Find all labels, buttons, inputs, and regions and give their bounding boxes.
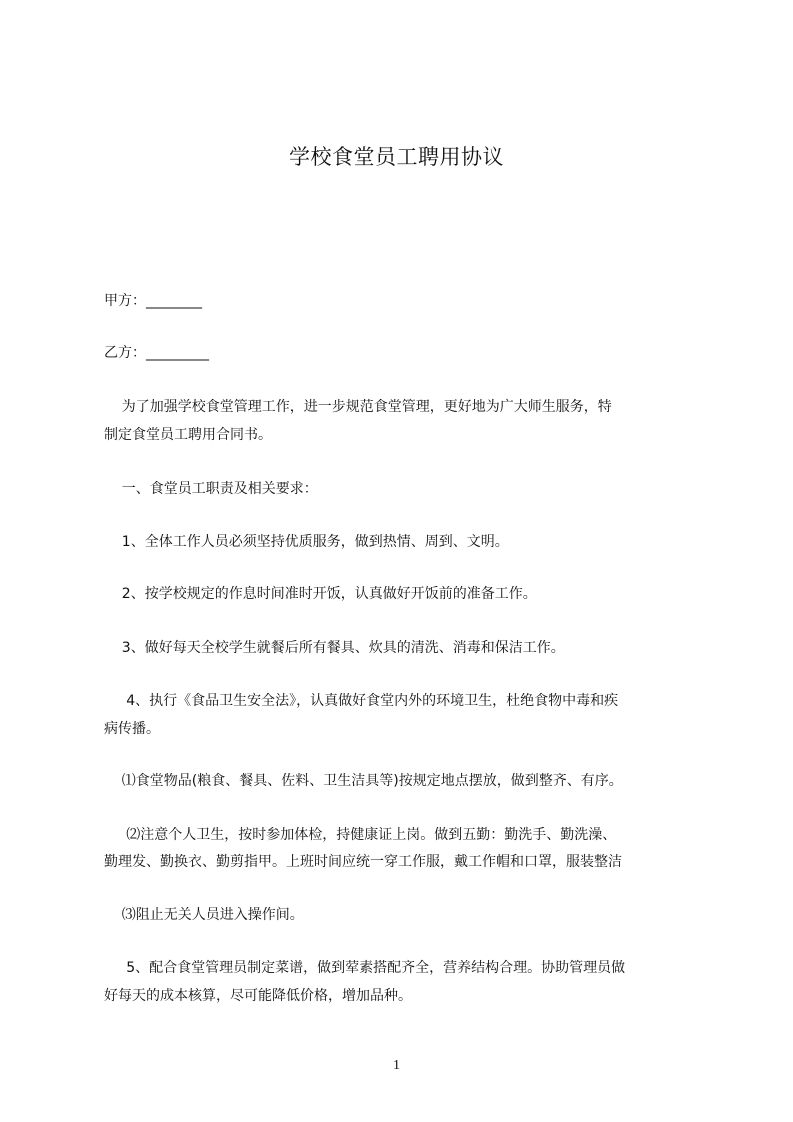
list-item-2: 2、按学校规定的作息时间准时开饭，认真做好开饭前的准备工作。: [104, 586, 537, 602]
intro-paragraph-line-1: 为了加强学校食堂管理工作，进一步规范食堂管理，更好地为广大师生服务，特: [104, 399, 612, 415]
list-item-5-line-2: 好每天的成本核算，尽可能降低价格，增加品种。: [104, 988, 412, 1004]
page-number: 1: [393, 1058, 400, 1073]
sub-item-3: ⑶阻止无关人员进入操作间。: [104, 907, 304, 923]
list-item-4-line-2: 病传播。: [104, 721, 160, 737]
list-item-4-line-1: 4、执行《食品卫生安全法》，认真做好食堂内外的环境卫生，杜绝食物中毒和疾: [104, 693, 619, 709]
sub-item-2-line-1: ⑵注意个人卫生，按时参加体检，持健康证上岗。做到五勤：勤洗手、勤洗澡、: [104, 827, 617, 843]
page-title: 学校食堂员工聘用协议: [289, 145, 504, 169]
section-heading: 一、食堂员工职责及相关要求：: [104, 481, 318, 497]
list-item-3: 3、做好每天全校学生就餐后所有餐具、炊具的清洗、消毒和保洁工作。: [104, 640, 565, 656]
sub-item-2-line-2: 勤理发、勤换衣、勤剪指甲。上班时间应统一穿工作服，戴工作帽和口罩，服装整洁: [104, 854, 622, 870]
list-item-5-line-1: 5、配合食堂管理员制定菜谱，做到荤素搭配齐全，营养结构合理。协助管理员做: [104, 960, 626, 976]
party-a-line: 甲方：________: [104, 293, 202, 309]
list-item-1: 1、全体工作人员必须坚持优质服务，做到热情、周到、文明。: [104, 534, 509, 550]
intro-paragraph-line-2: 制定食堂员工聘用合同书。: [104, 427, 272, 443]
party-b-line: 乙方：_________: [104, 345, 209, 361]
sub-item-1: ⑴食堂物品(粮食、餐具、佐料、卫生洁具等)按规定地点摆放，做到整齐、有序。: [104, 773, 623, 789]
